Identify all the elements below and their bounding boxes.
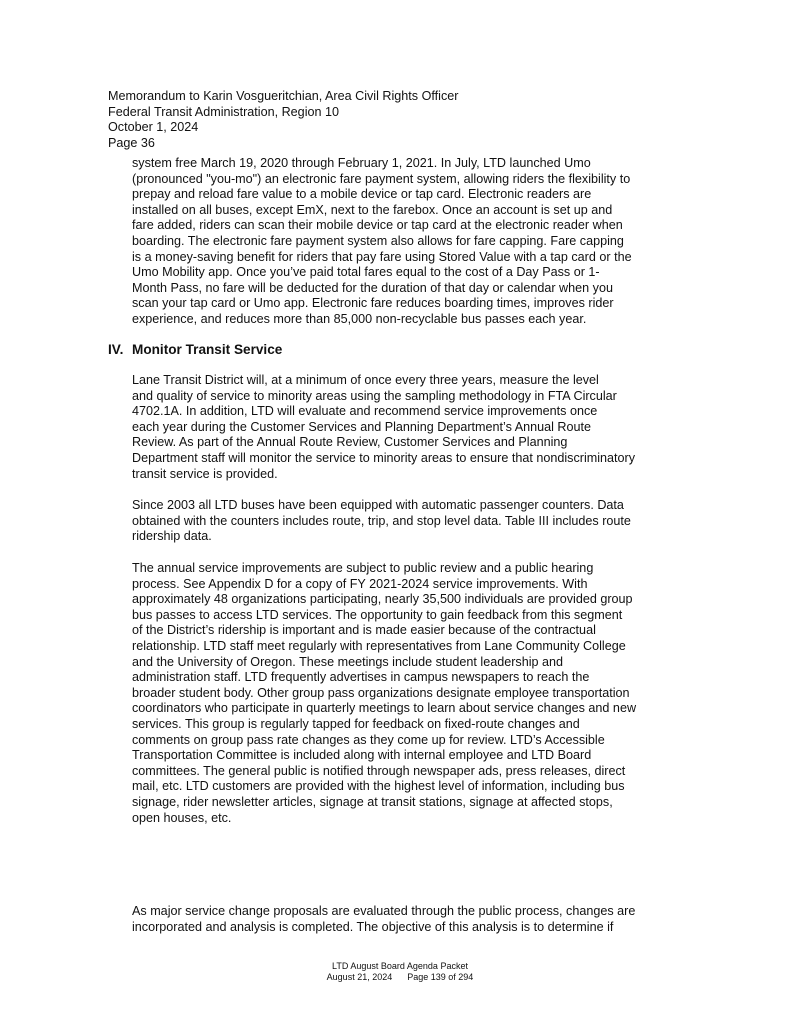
text-line: coordinators who participate in quarterly meetings to learn about service changes and new — [132, 701, 637, 716]
paragraph-passenger-counters — [132, 498, 631, 545]
text-line: transit service is provided. — [132, 466, 278, 481]
footer-packet-title: LTD August Board Agenda Packet — [332, 961, 468, 971]
text-line: broader student body. Other group pass organizations designate employee transportation — [132, 685, 630, 700]
paragraph-analysis — [132, 904, 635, 935]
text-line: scan your tap card or Umo app. Electronic fare reduces boarding times, improves rider — [132, 296, 614, 311]
text-line: relationship. LTD staff meet regularly with representatives from Lane Community College — [132, 638, 626, 653]
text-line: signage, rider newsletter articles, signage at transit stations, signage at affected stops, — [132, 794, 613, 809]
text-line: Umo Mobility app. Once you’ve paid total fares equal to the cost of a Day Pass or 1- — [132, 265, 600, 280]
text-line: approximately 48 organizations participating, nearly 35,500 individuals are provided group — [132, 592, 633, 607]
text-line: bus passes to access LTD services. The opportunity to gain feedback from this segment — [132, 607, 623, 622]
section-heading: Monitor Transit Service — [132, 342, 283, 357]
text-line: Page 36 — [108, 135, 155, 150]
text-line: Department staff will monitor the service to minority areas to ensure that nondiscriminatory — [132, 450, 636, 465]
text-line: Memorandum to Karin Vosgueritchian, Area Civil Rights Officer — [108, 89, 459, 103]
text-line: committees. The general public is notified through newspaper ads, press releases, direct — [132, 763, 626, 778]
text-line: and the University of Oregon. These meetings include student leadership and — [132, 654, 564, 669]
text-line: administration staff. LTD frequently advertises in campus newspapers to reach the — [132, 670, 590, 685]
text-line: system free March 19, 2020 through February 1, 2021. In July, LTD launched Umo — [132, 156, 591, 170]
text-line: Lane Transit District will, at a minimum of once every three years, measure the level — [132, 373, 599, 387]
memo-header — [108, 89, 458, 151]
text-line: fare added, riders can scan their mobile device or tap card at the electronic reader when — [132, 218, 623, 233]
text-line: of the District’s ridership is important and is made easier because of the contractual — [132, 623, 596, 638]
paragraph-public-review — [132, 561, 636, 826]
text-line: services. This group is regularly tapped for feedback on fixed-route changes and — [132, 716, 580, 731]
footer-page-number: Page 139 of 294 — [407, 972, 474, 982]
text-line: boarding. The electronic fare payment system also allows for fare capping. Fare capping — [132, 233, 624, 248]
text-line: incorporated and analysis is completed. The objective of this analysis is to determine if — [132, 919, 614, 934]
page-footer — [0, 961, 800, 983]
text-line: The annual service improvements are subject to public review and a public hearing — [132, 561, 594, 575]
text-line: mail, etc. LTD customers are provided with the highest level of information, including bus — [132, 779, 625, 794]
text-line: Federal Transit Administration, Region 10 — [108, 104, 340, 119]
text-line: 4702.1A. In addition, LTD will evaluate and recommend service improvements once — [132, 404, 598, 419]
paragraph-fare-payment — [132, 156, 632, 328]
text-line: Transportation Committee is included along with internal employee and LTD Board — [132, 748, 592, 763]
text-line: prepay and reload fare value to a mobile device or tap card. Electronic readers are — [132, 187, 592, 202]
text-line: (pronounced "you-mo") an electronic fare payment system, allowing riders the flexibility to — [132, 171, 631, 186]
text-line: Review. As part of the Annual Route Review, Customer Services and Planning — [132, 435, 568, 450]
text-line: October 1, 2024 — [108, 120, 199, 135]
text-line: is a money-saving benefit for riders that pay fare using Stored Value with a tap card or the — [132, 249, 632, 264]
paragraph-monitoring — [132, 373, 635, 482]
footer-date: August 21, 2024 — [326, 972, 393, 982]
text-line: Month Pass, no fare will be deducted for the duration of that day or calendar when you — [132, 280, 613, 295]
text-line: installed on all buses, except EmX, next to the farebox. Once an account is set up and — [132, 202, 613, 217]
text-line: obtained with the counters includes route, trip, and stop level data. Table III includes route — [132, 513, 631, 528]
text-line: ridership data. — [132, 529, 212, 544]
section-number: IV. — [108, 342, 124, 357]
text-line: As major service change proposals are evaluated through the public process, changes are — [132, 904, 636, 918]
text-line: open houses, etc. — [132, 810, 232, 825]
footer-date-page — [0, 972, 800, 983]
text-line: each year during the Customer Services and Planning Department’s Annual Route — [132, 419, 592, 434]
text-line: comments on group pass rate changes as they come up for review. LTD’s Accessible — [132, 732, 605, 747]
text-line: and quality of service to minority areas using the sampling methodology in FTA Circular — [132, 388, 617, 403]
text-line: experience, and reduces more than 85,000 non-recyclable bus passes each year. — [132, 311, 587, 326]
text-line: Since 2003 all LTD buses have been equipped with automatic passenger counters. Data — [132, 498, 624, 512]
text-line: process. See Appendix D for a copy of FY 2021-2024 service improvements. With — [132, 576, 588, 591]
